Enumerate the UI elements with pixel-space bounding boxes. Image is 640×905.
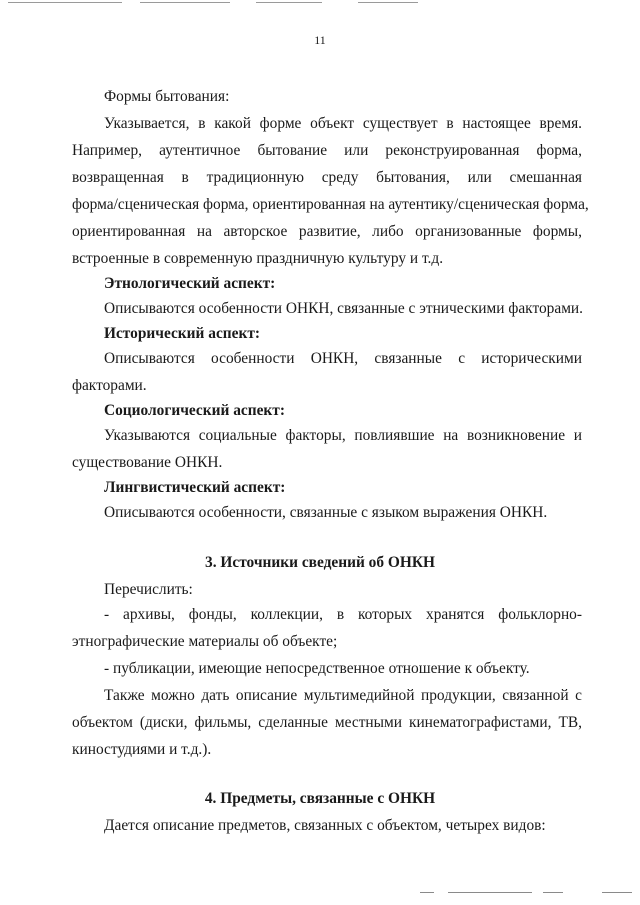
ethnological-heading: Этнологический аспект: (104, 275, 276, 292)
forms-text-line: встроенные в современную праздничную культуру и т.д. (72, 250, 444, 267)
forms-text-line: форма/сценическая форма, ориентированная на аутентику/сценическая форма, (72, 196, 589, 213)
forms-text-line: ориентированная на авторское развитие, либо организованные формы, (72, 223, 582, 240)
forms-text-line: возвращенная в традиционную среду бытования, или смешанная (72, 169, 582, 186)
historical-text-line: факторами. (72, 377, 147, 394)
scan-edge-line (420, 892, 434, 893)
forms-text-line: Указывается, в какой форме объект существует в настоящее время. (104, 115, 582, 132)
scan-edge-line (448, 892, 532, 893)
linguistic-heading: Лингвистический аспект: (104, 479, 286, 496)
scan-edge-line (602, 892, 632, 893)
section-4-text: Дается описание предметов, связанных с объектом, четырех видов: (104, 817, 546, 834)
scan-edge-line (8, 2, 122, 3)
sources-list-item: этнографические материалы об объекте; (72, 633, 338, 650)
section-3-text-line: объектом (диски, фильмы, сделанные местными кинематографистами, ТВ, (72, 714, 582, 731)
section-3-intro: Перечислить: (104, 581, 193, 598)
sociological-text-line: существование ОНКН. (72, 454, 223, 471)
sources-list-item: - публикации, имеющие непосредственное отношение к объекту. (104, 660, 530, 677)
linguistic-text: Описываются особенности, связанные с языком выражения ОНКН. (104, 504, 548, 521)
scan-edge-line (140, 2, 230, 3)
historical-heading: Исторический аспект: (104, 325, 261, 342)
scan-edge-line (543, 892, 563, 893)
scan-edge-line (358, 2, 418, 3)
sociological-text-line: Указываются социальные факторы, повлиявшие на возникновение и (104, 427, 582, 444)
historical-text-line: Описываются особенности ОНКН, связанные с историческими (104, 350, 582, 367)
ethnological-text: Описываются особенности ОНКН, связанные с этническими факторами. (104, 300, 584, 317)
forms-heading: Формы бытования: (104, 88, 230, 105)
sociological-heading: Социологический аспект: (104, 402, 285, 419)
forms-text-line: Например, аутентичное бытование или реконструированная форма, (72, 142, 582, 159)
section-3-heading: 3. Источники сведений об ОНКН (205, 554, 435, 571)
section-4-heading: 4. Предметы, связанные с ОНКН (204, 790, 436, 807)
page-number: 11 (314, 33, 326, 47)
section-3-text-line: Также можно дать описание мультимедийной продукции, связанной с (104, 687, 582, 704)
section-3-text-line: киностудиями и т.д.). (72, 741, 212, 758)
sources-list-item: - архивы, фонды, коллекции, в которых хранятся фольклорно- (104, 606, 582, 623)
scan-edge-line (256, 2, 322, 3)
